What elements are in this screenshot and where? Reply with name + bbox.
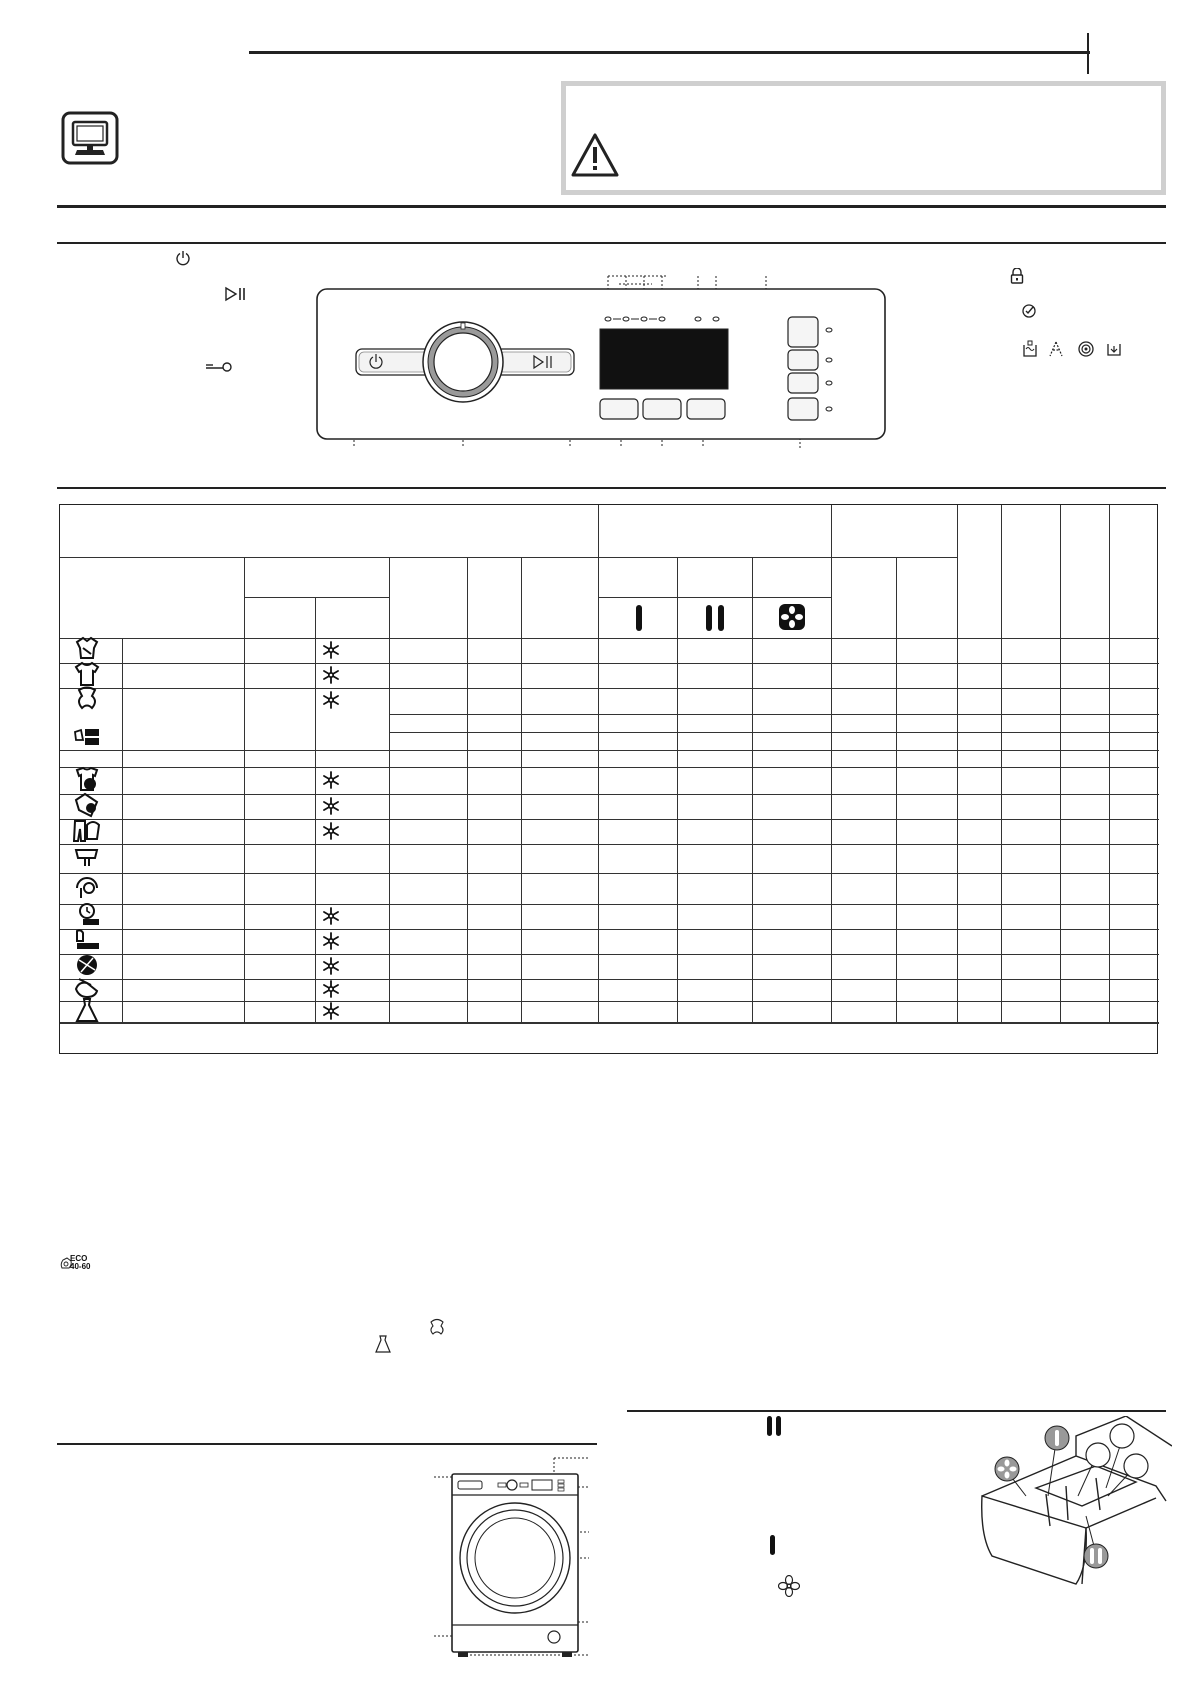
start-pause-icon: [224, 286, 248, 302]
table-hline: [60, 929, 1159, 930]
delicates-icon-inline: [373, 1334, 393, 1354]
table-hline: [60, 663, 1159, 664]
table-vline: [957, 505, 958, 1022]
cold-wash-snowflake-icon: [322, 980, 340, 998]
table-vline: [244, 557, 245, 1022]
program-table: [59, 504, 1158, 1054]
table-hline: [60, 979, 1159, 980]
cotton-icon: [73, 636, 103, 664]
table-vline: [677, 557, 678, 1022]
table-hline: [60, 794, 1159, 795]
padlock-icon: [1010, 268, 1024, 284]
table-vline: [521, 557, 522, 1022]
table-vline: [831, 505, 832, 1022]
synthetics-icon: [73, 661, 103, 689]
cold-wash-snowflake-icon: [322, 822, 340, 840]
detergent-drawer-drawing: [976, 1416, 1172, 1596]
control-panel-drawing: [316, 270, 896, 450]
table-vline: [896, 557, 897, 1022]
wool-icon: [73, 792, 103, 820]
warning-box: [561, 81, 1166, 195]
table-hline: [60, 954, 1159, 955]
main-wash-compartment-II-icon-inline: [767, 1416, 781, 1436]
cold-wash-snowflake-icon: [322, 666, 340, 684]
cold-wash-snowflake-icon: [322, 641, 340, 659]
table-vline: [315, 597, 316, 1022]
cold-wash-snowflake-icon: [322, 691, 340, 709]
prewash-compartment-I-icon-inline: [770, 1535, 775, 1555]
quick-30-icon: [73, 902, 103, 930]
washer-front-drawing: [434, 1455, 594, 1660]
delay-end-icon: [1021, 303, 1037, 319]
table-vline: [389, 557, 390, 1022]
table-hline: [60, 557, 957, 558]
spin-drain-icon: [73, 874, 103, 902]
top-rule: [249, 51, 1090, 54]
table-hline: [389, 732, 1159, 733]
panel-section-rule: [57, 242, 1166, 244]
table-hline: [389, 714, 1159, 715]
cold-wash-snowflake-icon: [322, 932, 340, 950]
washer-section-rule: [57, 1443, 597, 1445]
eco-label: [70, 1255, 90, 1271]
table-vline: [1109, 505, 1110, 1022]
table-hline: [60, 767, 1159, 768]
table-vline: [752, 557, 753, 1022]
table-hline: [60, 688, 1159, 689]
table-vline: [598, 505, 599, 1022]
wash-rinse-spin-drain-phase-icons: [1022, 340, 1126, 358]
softener-flower-icon-inline: [778, 1575, 800, 1597]
table-hline: [60, 844, 1159, 845]
delicates-icon: [73, 997, 103, 1025]
eco-40-60-icon: [73, 726, 103, 754]
table-vline: [1060, 505, 1061, 1022]
cold-wash-snowflake-icon: [322, 907, 340, 925]
cold-wash-snowflake-icon: [322, 771, 340, 789]
table-vline: [122, 638, 123, 1022]
softener-compartment-icon: [778, 603, 806, 631]
mixed-icon: [73, 686, 103, 714]
top-rule-tick: [1087, 33, 1089, 74]
power-icon: [175, 250, 191, 266]
header-bottom-rule: [57, 205, 1166, 208]
mixed-icon-inline: [427, 1318, 447, 1336]
dispenser-section-rule: [627, 1410, 1166, 1412]
computer-monitor-icon: [61, 111, 119, 165]
eco-label-bottom: 40-60: [70, 1262, 91, 1271]
jeans-icon: [73, 817, 103, 845]
prewash-compartment-I-icon: [636, 605, 642, 631]
main-wash-compartment-II-icon: [706, 605, 724, 631]
eco-label-top: ECO: [70, 1254, 88, 1263]
table-vline: [1001, 505, 1002, 1022]
table-hline: [60, 638, 1159, 639]
table-section-rule: [57, 487, 1166, 489]
dark-icon: [73, 766, 103, 794]
warning-triangle-icon: [570, 132, 620, 178]
table-hline: [60, 819, 1159, 820]
table-hline: [60, 904, 1159, 905]
table-vline: [467, 557, 468, 1022]
key-lock-icon: [205, 361, 233, 373]
cold-wash-snowflake-icon: [322, 957, 340, 975]
table-hline: [244, 597, 389, 598]
cold-wash-snowflake-icon: [322, 1002, 340, 1020]
hygiene-icon: [73, 927, 103, 955]
table-hline: [60, 1001, 1159, 1002]
table-hline: [598, 597, 831, 598]
table-hline: [60, 873, 1159, 874]
table-hline: [60, 750, 1159, 751]
table-hline: [60, 1022, 1159, 1024]
rinse-spin-icon: [73, 844, 103, 872]
cold-wash-snowflake-icon: [322, 797, 340, 815]
